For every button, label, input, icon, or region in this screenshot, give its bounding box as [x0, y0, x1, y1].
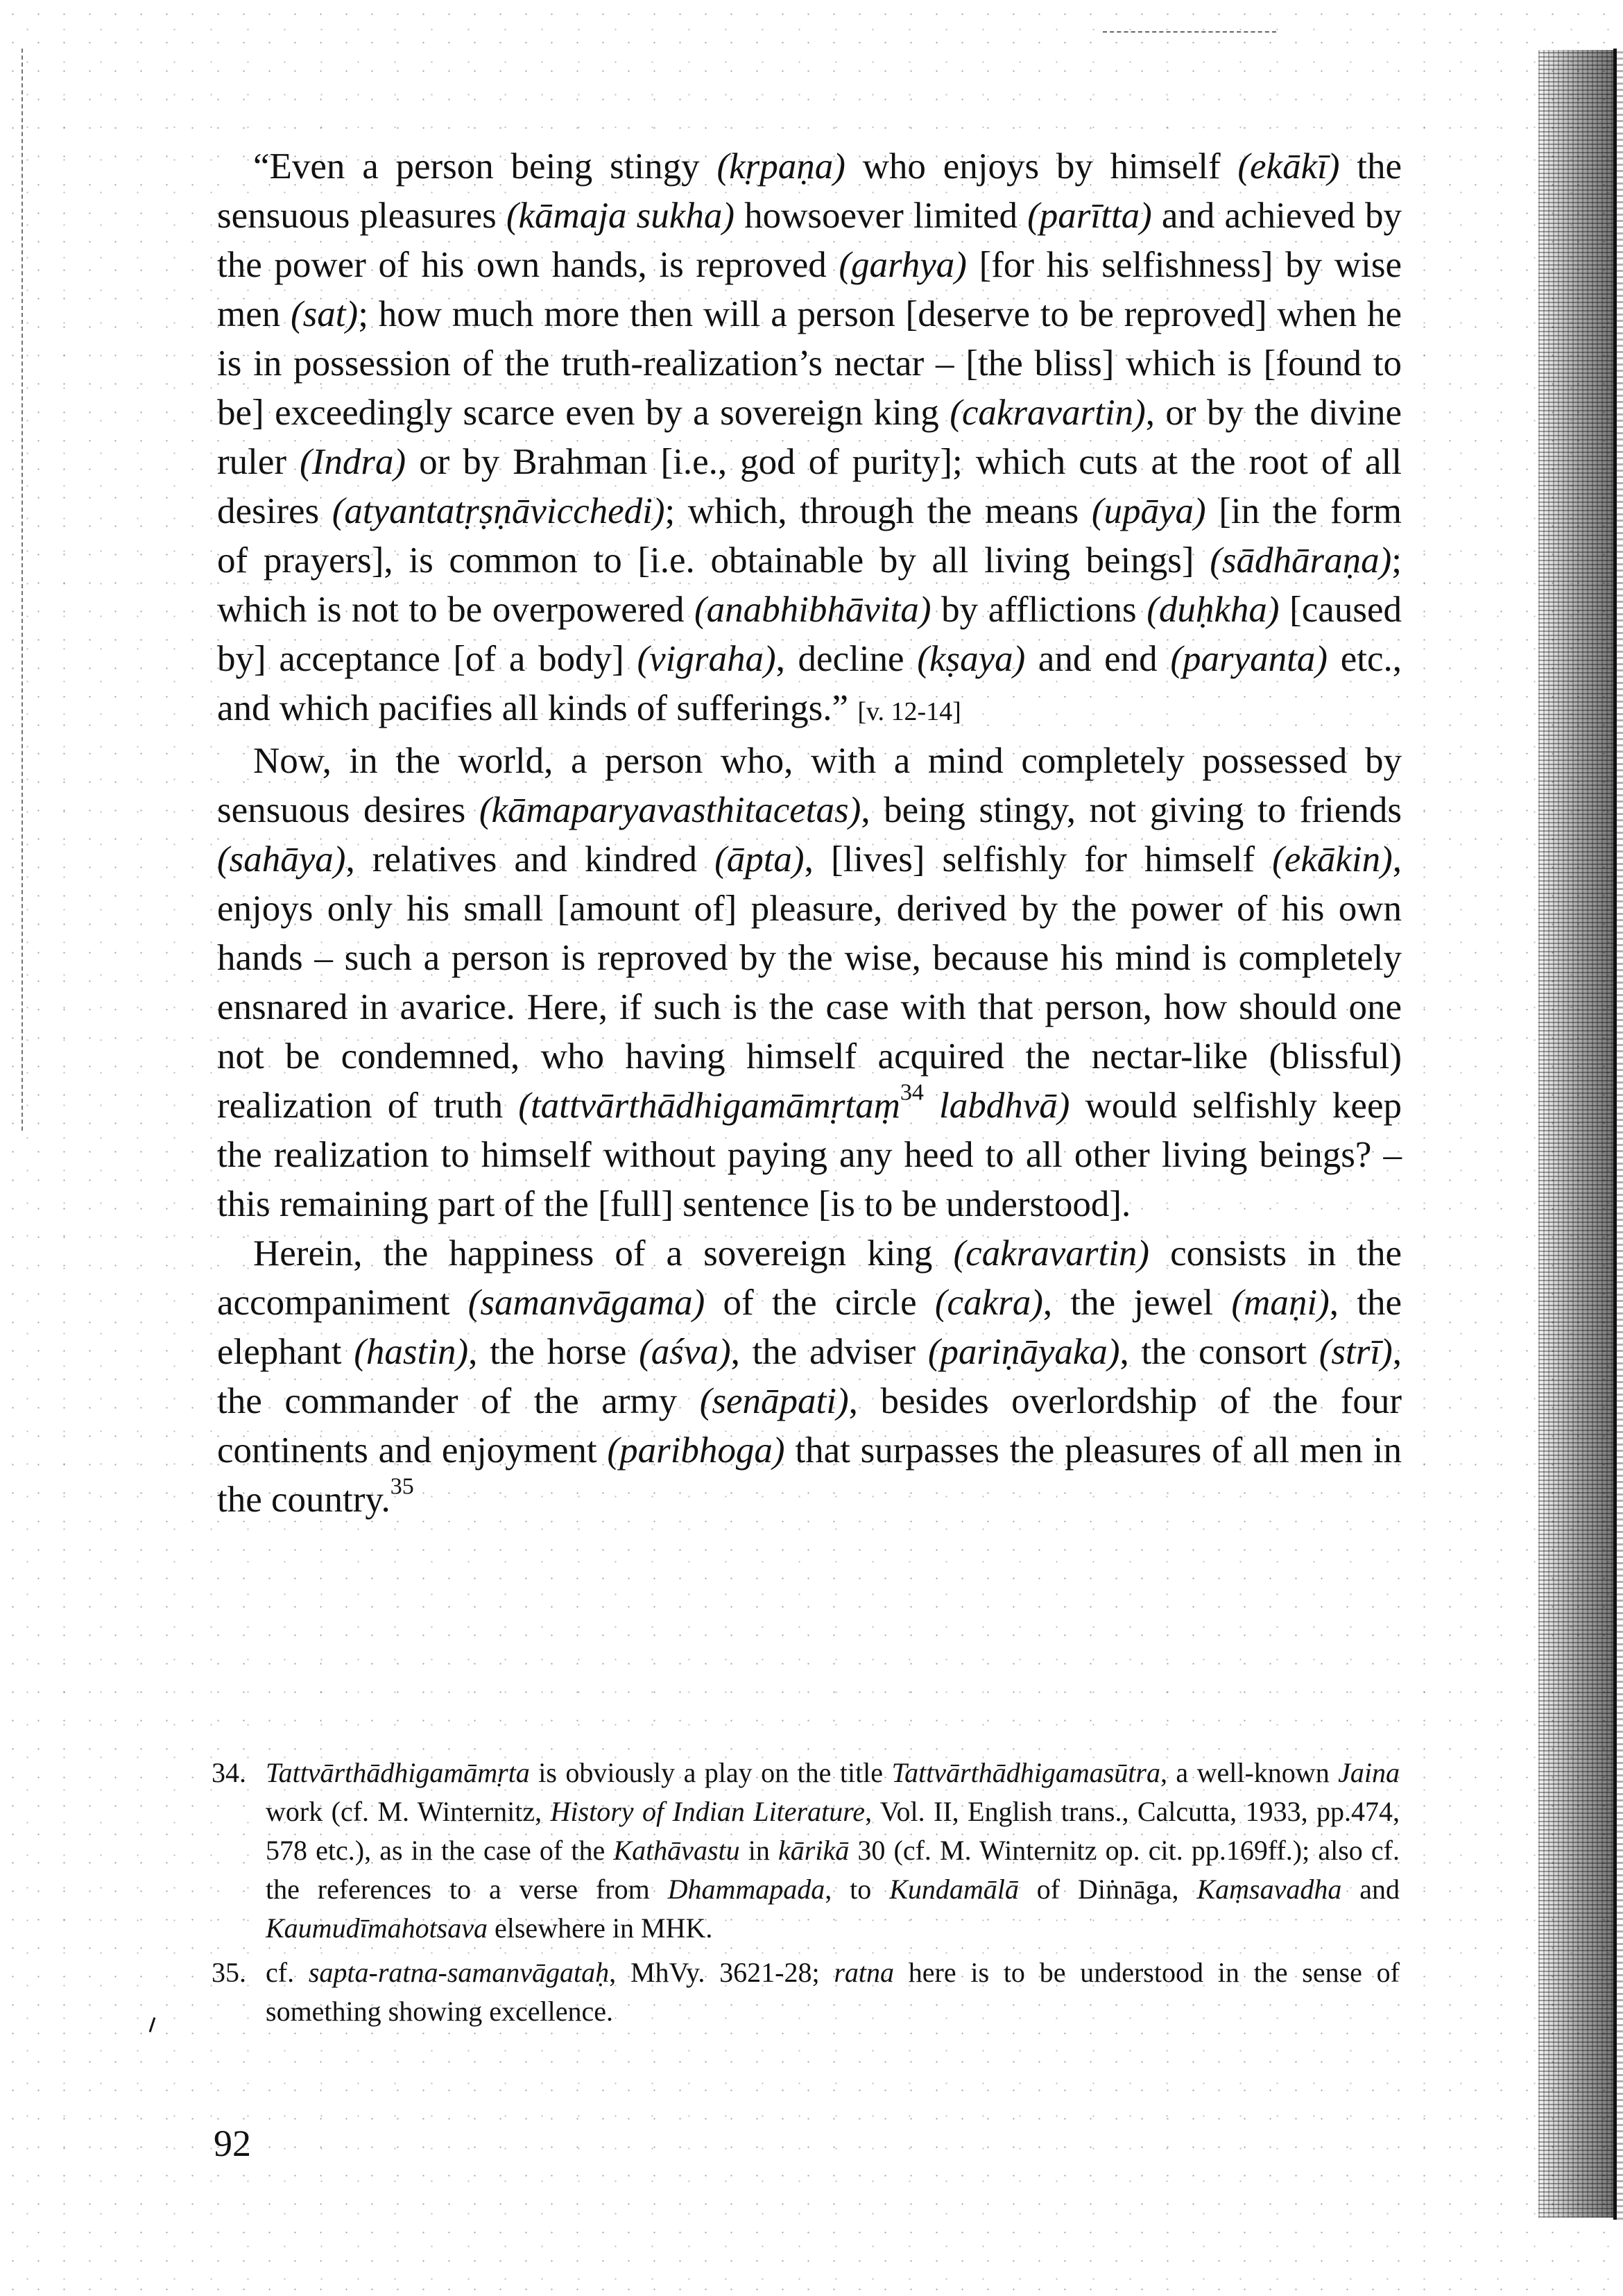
sanskrit-term: Kaṃsavadha [1196, 1874, 1342, 1905]
text-run: ; which, through the means [664, 491, 1092, 531]
paragraph-now-in-the-world [217, 737, 1402, 1229]
text-run: , decline [775, 639, 918, 679]
text-run: and achieved by the power of his own hands, is reproved [217, 196, 1402, 285]
text-run: Now, in the world, a person who, with a mind completely possessed by sensuous desires [217, 741, 1402, 830]
text-run: that surpasses the pleasures of all men in the country. [217, 1430, 1402, 1520]
sanskrit-term: (maṇi) [1231, 1283, 1330, 1323]
text-run: , the jewel [1042, 1283, 1232, 1323]
paragraph-herein [217, 1229, 1402, 1525]
sanskrit-term: Jaina [1338, 1757, 1400, 1788]
text-run: work (cf. M. Winternitz, [266, 1796, 551, 1827]
text-run: , to [825, 1874, 890, 1905]
text-run: , being stingy, not giving to friends [861, 790, 1402, 830]
footnote-number: 34. [212, 1757, 246, 1788]
text-run: [for his selfishness] by wise men [217, 245, 1402, 334]
text-run: here is to be understood in the sense of something showing excellence. [266, 1957, 1400, 2027]
sanskrit-term: Dhammapada [667, 1874, 825, 1905]
sanskrit-term: (upāya) [1091, 491, 1206, 531]
sanskrit-term: (sat) [291, 294, 359, 334]
text-run: cf. [266, 1957, 309, 1988]
sanskrit-term: (ekākin) [1272, 839, 1393, 880]
text-run: of Diṅnāga, [1018, 1874, 1197, 1905]
text-run: etc., and which pacifies all kinds of sufferings.” [217, 639, 1402, 728]
text-run: consists in the accompaniment [217, 1233, 1402, 1323]
footnote-text [266, 1757, 1400, 1944]
sanskrit-term: History of Indian Literature [550, 1796, 866, 1827]
body-text [217, 142, 1402, 1525]
text-run: [in the form of prayers], is common to [i.e. obtainable by all living beings] [217, 491, 1402, 581]
footnote-35 [212, 1953, 1400, 2031]
text-run: [caused by] acceptance [of a body] [217, 590, 1402, 679]
sanskrit-term: sapta-ratna-samanvāgataḥ [308, 1957, 610, 1988]
verse-reference: [v. 12-14] [857, 697, 961, 726]
text-run: ; how much more then will a person [deserve to be reproved] when he is in possession of the truth-realization’s nectar – [the bliss] which is [found to be] exceedingly scarce even by a sovereign king [217, 294, 1402, 433]
scan-adjacent-page-edge [1617, 49, 1623, 2220]
sanskrit-term: Kaumudīmahotsava [266, 1912, 488, 1944]
text-run: ; which is not to be overpowered [217, 540, 1402, 630]
sanskrit-term: (ekākī) [1237, 146, 1340, 187]
footnote-ref[interactable]: 34 [900, 1079, 924, 1106]
sanskrit-term: (senāpati) [699, 1381, 849, 1421]
paragraph-quote [217, 142, 1402, 737]
text-run: would selfishly keep the realization to himself without paying any heed to all other living beings? – this remaining part of the [full] sentence [is to be understood]. [217, 1086, 1402, 1224]
sanskrit-term: (kāmaparyavasthitacetas) [479, 790, 861, 830]
sanskrit-term: (sahāya) [217, 839, 346, 880]
footnote-text [266, 1957, 1400, 2027]
footnote-34 [212, 1754, 1400, 1948]
sanskrit-term: Tattvārthādhigamasūtra [891, 1757, 1160, 1788]
sanskrit-term: (Indra) [300, 442, 406, 482]
sanskrit-term: (duḥkha) [1147, 590, 1280, 630]
sanskrit-term: (garhya) [839, 245, 967, 285]
sanskrit-term: (vigraha) [637, 639, 776, 679]
sanskrit-term: (cakravartin) [953, 1233, 1150, 1274]
sanskrit-term: kārikā [778, 1835, 850, 1866]
sanskrit-term: (tattvārthādhigamāmṛtaṃ [518, 1086, 900, 1126]
text-run: , the elephant [217, 1283, 1402, 1372]
text-run: , besides overlordship of the four continents and enjoyment [217, 1381, 1402, 1471]
text-run: in [739, 1835, 779, 1866]
text-run: , or by the divine ruler [217, 393, 1402, 482]
text-run: , Vol. II, English trans., Calcutta, 1933, pp.474, 578 etc.), as in the case of the [266, 1796, 1400, 1866]
sanskrit-term: (paribhoga) [607, 1430, 785, 1471]
text-run: , MhVy. 3621-28; [609, 1957, 834, 1988]
text-run: and end [1025, 639, 1171, 679]
sanskrit-term: (kṣaya) [917, 639, 1026, 679]
text-run: elsewhere in MHK. [488, 1912, 713, 1944]
text-run: and [1341, 1874, 1400, 1905]
text-run: , the horse [468, 1332, 639, 1372]
sanskrit-term: (atyantatṛṣṇāvicchedi) [332, 491, 665, 531]
text-run: , a well-known [1160, 1757, 1339, 1788]
footnotes [212, 1754, 1400, 2037]
sanskrit-term: (cakravartin) [950, 393, 1146, 433]
footnote-number: 35. [212, 1957, 246, 1988]
text-run: or by Brahman [i.e., god of purity]; which cuts at the root of all desires [217, 442, 1402, 531]
sanskrit-term: (paryanta) [1170, 639, 1328, 679]
page-number: 92 [214, 2123, 251, 2164]
sanskrit-term: (hastin) [354, 1332, 469, 1372]
text-run: the sensuous pleasures [217, 146, 1402, 236]
text-run: who enjoys by himself [845, 146, 1238, 187]
sanskrit-term: (pariṇāyaka) [927, 1332, 1120, 1372]
text-run: “Even a person being stingy [253, 146, 717, 187]
text-run: , relatives and kindred [345, 839, 715, 880]
sanskrit-term: (samanvāgama) [467, 1283, 705, 1323]
text-run: , [lives] selfishly for himself [804, 839, 1273, 880]
sanskrit-term: (kṛpaṇa) [716, 146, 845, 187]
scan-top-rule-artifact [1103, 31, 1276, 33]
sanskrit-term: Kathāvastu [613, 1835, 740, 1866]
sanskrit-term: (āpta) [714, 839, 805, 880]
sanskrit-term: Tattvārthādhigamāmṛta [266, 1757, 530, 1788]
sanskrit-term: (anabhibhāvita) [694, 590, 931, 630]
sanskrit-term: Kundamālā [889, 1874, 1019, 1905]
text-run: howsoever limited [734, 196, 1028, 236]
text-run: , the commander of the army [217, 1332, 1402, 1421]
stray-pencil-mark [149, 2017, 156, 2032]
sanskrit-term: (sādhāraṇa) [1210, 540, 1392, 581]
sanskrit-term: (cakra) [934, 1283, 1043, 1323]
footnote-ref[interactable]: 35 [390, 1473, 414, 1500]
text-run: , the consort [1119, 1332, 1319, 1372]
sanskrit-term: ratna [834, 1957, 895, 1988]
scan-left-edge-line [22, 49, 23, 1131]
text-run: , the adviser [730, 1332, 928, 1372]
text-run: of the circle [705, 1283, 935, 1323]
scan-binding-shadow [1538, 50, 1616, 2218]
sanskrit-term: (aśva) [639, 1332, 731, 1372]
sanskrit-term: labdhvā) [923, 1086, 1070, 1126]
sanskrit-term: (strī) [1319, 1332, 1393, 1372]
text-run: 30 (cf. M. Winternitz op. cit. pp.169ff.); also cf. the references to a verse from [266, 1835, 1400, 1905]
text-run: by afflictions [931, 590, 1147, 630]
text-run: is obviously a play on the title [529, 1757, 892, 1788]
text-run: Herein, the happiness of a sovereign king [253, 1233, 954, 1274]
sanskrit-term: (parītta) [1027, 196, 1152, 236]
sanskrit-term: (kāmaja sukha) [506, 196, 735, 236]
text-run: , enjoys only his small [amount of] pleasure, derived by the power of his own hands – such a person is reproved by the wise, because his mind is completely ensnared in avarice. Here, if such is the case with that person, how should one not be condemned, who having himself acquired the nectar-like (blissful) realization of truth [217, 839, 1402, 1126]
